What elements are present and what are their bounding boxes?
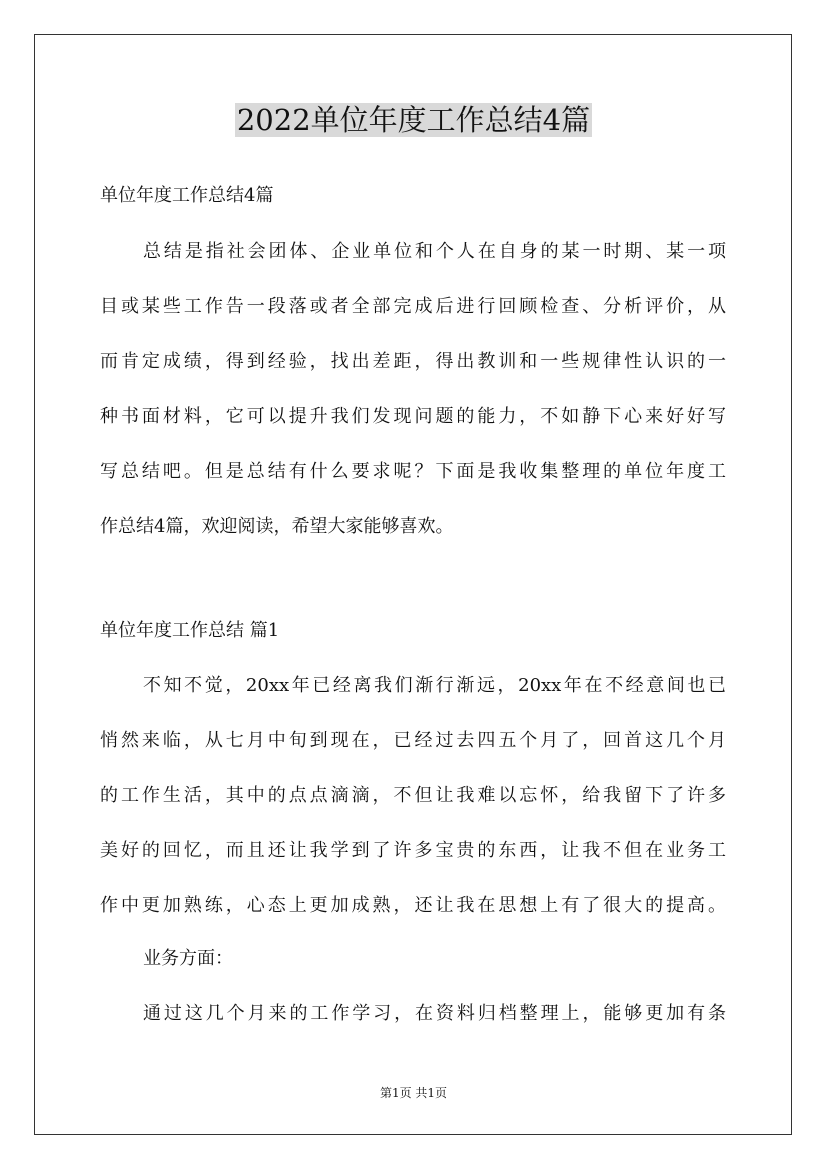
section1-line-5: 作中更加熟练，心态上更加成熟，还让我在思想上有了很大的提高。 <box>100 895 726 916</box>
business-heading: 业务方面： <box>143 948 233 969</box>
document-title <box>0 98 827 142</box>
intro-line-4: 种书面材料，它可以提升我们发现问题的能力，不如静下心来好好写 <box>100 406 726 427</box>
page-footer: 第1页 共1页 <box>379 1086 448 1100</box>
section1-line-1: 不知不觉，20xx年已经离我们渐行渐远，20xx年在不经意间也已 <box>143 675 726 696</box>
intro-line-3: 而肯定成绩，得到经验，找出差距，得出教训和一些规律性认识的一 <box>100 351 726 372</box>
document-subtitle: 单位年度工作总结4篇 <box>100 185 274 206</box>
intro-line-6: 作总结4篇，欢迎阅读，希望大家能够喜欢。 <box>100 516 454 537</box>
business-line-1: 通过这几个月来的工作学习，在资料归档整理上，能够更加有条 <box>143 1003 726 1024</box>
section1-line-2: 悄然来临，从七月中旬到现在，已经过去四五个月了，回首这几个月 <box>100 730 726 751</box>
intro-line-5: 写总结吧。但是总结有什么要求呢？下面是我收集整理的单位年度工 <box>100 461 726 482</box>
section1-heading: 单位年度工作总结 篇1 <box>100 620 280 641</box>
intro-line-1: 总结是指社会团体、企业单位和个人在自身的某一时期、某一项 <box>143 241 726 262</box>
section1-line-4: 美好的回忆，而且还让我学到了许多宝贵的东西，让我不但在业务工 <box>100 840 726 861</box>
intro-line-2: 目或某些工作告一段落或者全部完成后进行回顾检查、分析评价，从 <box>100 296 726 317</box>
section1-line-3: 的工作生活，其中的点点滴滴，不但让我难以忘怀，给我留下了许多 <box>100 785 726 806</box>
document-title-text: 2022单位年度工作总结4篇 <box>236 103 591 137</box>
